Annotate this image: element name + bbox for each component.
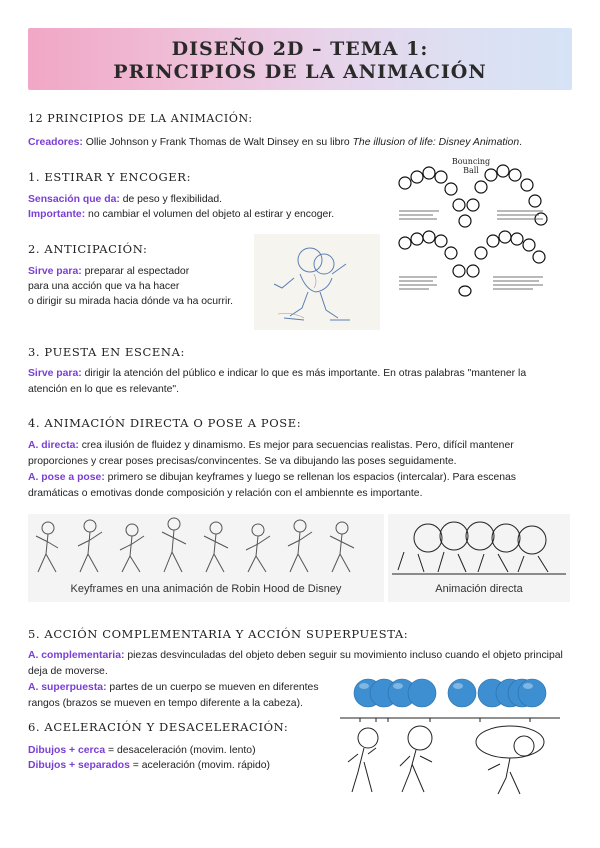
section2-line: para una acción que va ha hacer [28,281,180,292]
section1-heading: 1. ESTIRAR Y ENCOGER: [28,170,192,184]
section2-line: o dirigir su mirada hacia dónde va ha ocurrir. [28,296,234,307]
section3-text: Sirve para: dirigir la atención del público e indicar lo que es más importante. En otras palabras "mantener la atención en lo que es relevante". [28,368,527,395]
anticipation-drawing [254,234,380,330]
section6-heading: 6. ACELERACIÓN Y DESACELERACIÓN: [28,720,289,734]
creators-text: Creadores: Ollie Johnson y Frank Thomas de Walt Dinsey en su libro The illusion of life: Disney Animation. [28,137,522,148]
section1-item: Importante: no cambiar el volumen del objeto al estirar y encoger. [28,209,335,220]
keyframes-illustration [28,514,384,602]
book-title: The illusion of life: Disney Animation [352,137,520,148]
title-line-1: DISEÑO 2D – TEMA 1: [171,38,429,60]
section5-heading: 5. ACCIÓN COMPLEMENTARIA Y ACCIÓN SUPERPUESTA: [28,627,409,641]
section1-item: Sensación que da: de peso y flexibilidad. [28,194,223,205]
direct-animation-drawing [388,514,570,580]
direct-animation-caption: Animación directa [435,583,523,595]
direct-animation-illustration [388,514,570,602]
figure-label-2: Ball [463,166,479,175]
section4-item: A. directa: crea ilusión de fluidez y dinamismo. Es mejor para secuencias realistas. Pero, difícil mantener proporciones y crear poses precisas/convincentes. Se va dibujando las poses seguidamente. [28,440,514,467]
section2-heading: 2. ANTICIPACIÓN: [28,242,148,256]
section5-item: A. superpuesta: partes de un cuerpo se mueven en diferentes rangos (brazos se mueven en tempo diferente a la cabeza). [28,682,319,709]
blue-balls-drawing [352,676,548,710]
title-banner [28,28,572,90]
blue-balls-illustration [352,676,548,710]
bouncing-ball-illustration [393,153,553,313]
section5-item: A. complementaria: piezas desvinculadas del objeto deben seguir su movimiento incluso cuando el objeto principal deja de moverse. [28,650,563,677]
section6-item: Dibujos + cerca = desaceleración (movim. lento) [28,745,256,756]
intro-heading: 12 PRINCIPIOS DE LA ANIMACIÓN: [28,112,253,125]
anticipation-sketch [254,234,380,330]
title-line-2: PRINCIPIOS DE LA ANIMACIÓN [113,61,487,83]
keyframes-caption: Keyframes en una animación de Robin Hood de Disney [70,583,342,595]
acceleration-illustration [340,712,560,798]
section3-heading: 3. PUESTA EN ESCENA: [28,345,185,359]
section4-item: A. pose a pose: primero se dibujan keyframes y luego se rellenan los espacios (intercalar). Para escenas dramáticas o emotivas donde composición y relación con el ambiennte es importante. [28,472,517,499]
section2-line: Sirve para: preparar al espectador [28,266,190,277]
section6-item: Dibujos + separados = aceleración (movim. rápido) [28,760,270,771]
keyframes-drawing [28,514,384,580]
section4-heading: 4. ANIMACIÓN DIRECTA O POSE A POSE: [28,416,302,430]
acceleration-drawing [340,712,560,798]
figure-label-1: Bouncing [451,157,491,166]
creators-key: Creadores: [28,137,83,148]
bouncing-ball-drawing [393,153,553,313]
